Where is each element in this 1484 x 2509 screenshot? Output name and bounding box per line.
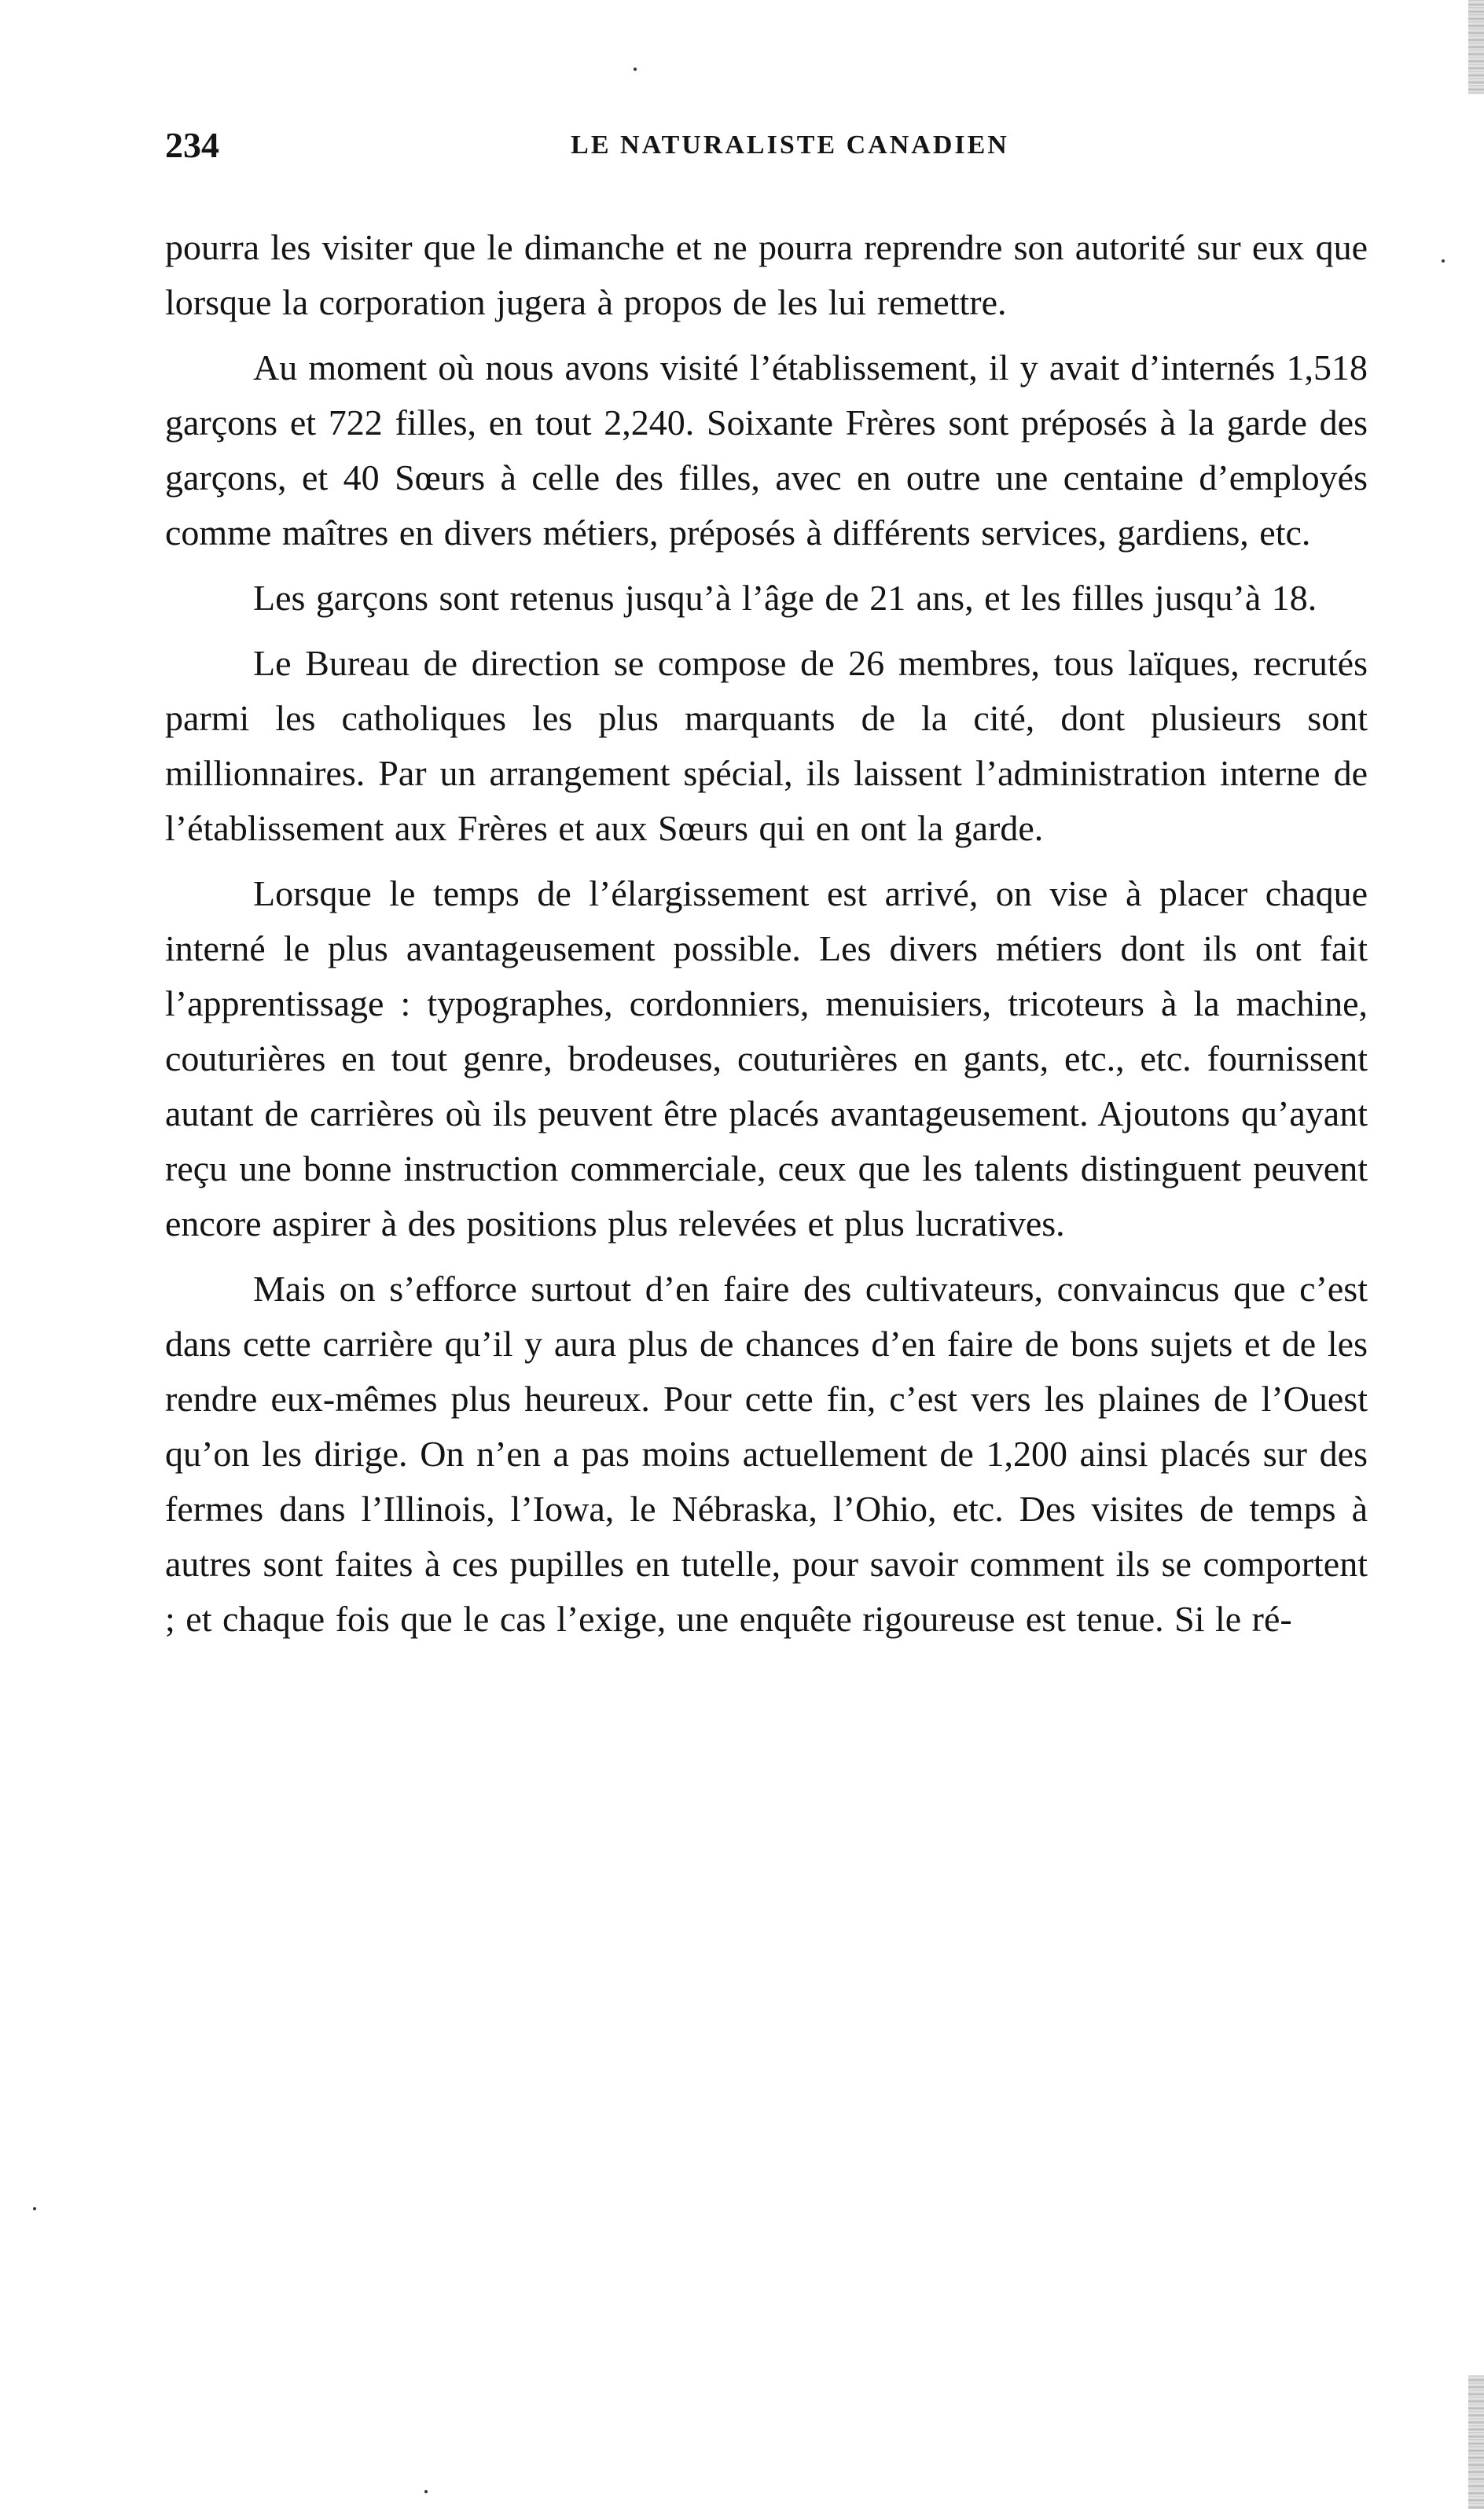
paragraph-age-limits: Les garçons sont retenus jusqu’à l’âge de 21 ans, et les filles jusqu’à 18. (253, 578, 1317, 618)
print-speck (634, 68, 637, 71)
body-text (165, 220, 1368, 1657)
page-edge-shadow-top (1468, 0, 1484, 94)
paragraph-cultivateurs: Mais on s’efforce surtout d’en faire des cultivateurs, convaincus que c’est dans cette carrière qu’il y aura plus de chances d’en faire de bons sujets et de les rendre eux-mêmes plus heureux. Pour cette fin, c’est vers les plaines de l’Ouest qu’on les dirige. On n’en a pas moins actuellement de 1,200 ainsi placés sur des fermes dans l’Illinois, l’Iowa, le Nébraska, l’Ohio, etc. Des visites de temps à autres sont faites à ces pupilles en tutelle, pour savoir comment ils se comportent ; et chaque fois que le cas l’exige, une enquête rigoureuse est tenue. Si le ré- (165, 1269, 1368, 1639)
print-speck (424, 2490, 428, 2493)
running-title: LE NATURALISTE CANADIEN (571, 130, 1009, 160)
page-edge-shadow-bottom (1468, 2375, 1484, 2509)
paragraph-bureau-direction: Le Bureau de direction se compose de 26 membres, tous laïques, recrutés parmi les catholiques les plus marquants de la cité, dont plusieurs sont millionnaires. Par un arrangement spécial, ils laissent l’administration interne de l’établissement aux Frères et aux Sœurs qui en ont la garde. (165, 643, 1368, 848)
paragraph-internes: Au moment où nous avons visité l’établissement, il y avait d’internés 1,518 garçons et 722 filles, en tout 2,240. Soixante Frères sont préposés à la garde des garçons, et 40 Sœurs à celle des filles, avec en outre une centaine d’employés comme maîtres en divers métiers, préposés à différents services, gardiens, etc. (165, 347, 1368, 553)
paragraph-continuation: pourra les visiter que le dimanche et ne pourra reprendre son autorité sur eux que lorsque la corporation jugera à propos de les lui remettre. (165, 227, 1368, 322)
running-header (165, 118, 1368, 173)
paragraph-elargissement: Lorsque le temps de l’élargissement est arrivé, on vise à placer chaque interné le plus avantageusement possible. Les divers métiers dont ils ont fait l’apprentissage : typographes, cordonniers, menuisiers, tricoteurs à la machine, couturières en tout genre, brodeuses, couturières en gants, etc., etc. fournissent autant de carrières où ils peuvent être placés avantageusement. Ajoutons qu’ayant reçu une bonne instruction commerciale, ceux que les talents distinguent peuvent encore aspirer à des positions plus relevées et plus lucratives. (165, 873, 1368, 1243)
page-number: 234 (165, 125, 219, 165)
print-speck (33, 2207, 36, 2210)
print-speck (1442, 259, 1445, 263)
